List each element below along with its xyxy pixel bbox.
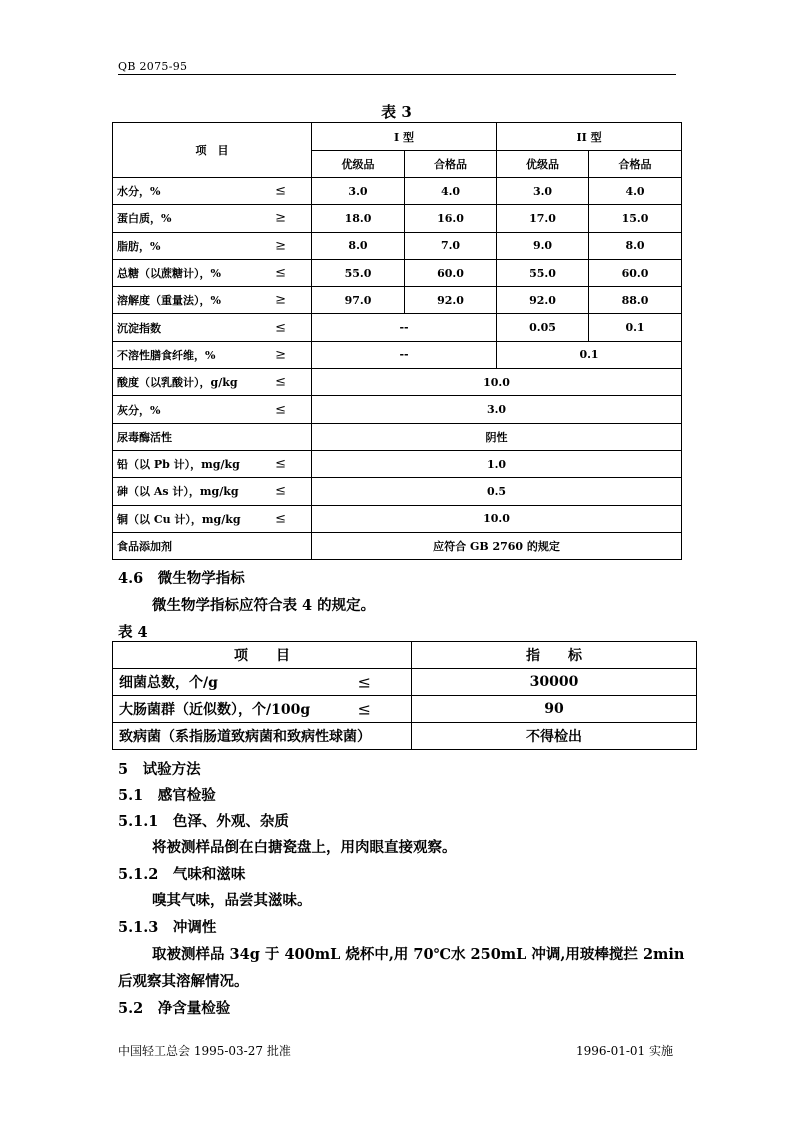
row-label: 不溶性膳食纤维，% ≥ — [113, 341, 312, 368]
section-4-6-heading: 4.6 微生物学指标 — [118, 570, 245, 587]
section-5-1-2-heading: 5.1.2 气味和滋味 — [118, 866, 246, 883]
table-cell: 4.0 — [405, 178, 497, 205]
table4 — [112, 641, 697, 750]
table-cell: 97.0 — [312, 287, 405, 314]
table-row — [113, 423, 682, 450]
table3 — [112, 122, 682, 560]
section-5-1-1-heading: 5.1.1 色泽、外观、杂质 — [118, 813, 289, 830]
table4-header-row — [113, 642, 697, 669]
table4-title: 表 4 — [118, 624, 148, 641]
grade-header: 优级品 — [312, 151, 405, 178]
row-label: 尿毒酶活性 — [113, 423, 312, 450]
section-5-1-2-text: 嗅其气味，品尝其滋味。 — [152, 892, 312, 909]
comparison-symbol: ≤ — [357, 672, 371, 692]
row-label: 食品添加剂 — [113, 532, 312, 559]
table3-title: 表 3 — [381, 103, 412, 121]
table-cell: 0.05 — [497, 314, 589, 341]
table-cell: 3.0 — [312, 178, 405, 205]
comparison-symbol: ≥ — [275, 292, 286, 308]
table-cell: 3.0 — [312, 396, 682, 423]
row-label: 沉淀指数 ≤ — [113, 314, 312, 341]
row-label: 铅（以 Pb 计），mg/kg ≤ — [113, 450, 312, 477]
comparison-symbol: ≤ — [275, 374, 286, 390]
row-label: 总糖（以蔗糖计），% ≤ — [113, 259, 312, 286]
row-label: 水分，% ≤ — [113, 178, 312, 205]
table-cell: 0.1 — [497, 341, 682, 368]
comparison-symbol: ≤ — [275, 402, 286, 418]
comparison-symbol: ≥ — [275, 238, 286, 254]
effective-date: 1996-01-01 实施 — [575, 1044, 673, 1058]
row-label: 砷（以 As 计），mg/kg ≤ — [113, 478, 312, 505]
table-cell: 应符合 GB 2760 的规定 — [312, 532, 682, 559]
table-cell: 3.0 — [497, 178, 589, 205]
table-row — [113, 178, 682, 205]
section-5-1-1-text: 将被测样品倒在白搪瓷盘上，用肉眼直接观察。 — [152, 839, 457, 856]
section-5-1-heading: 5.1 感官检验 — [118, 787, 216, 804]
table-cell: 10.0 — [312, 369, 682, 396]
table-cell: 不得检出 — [412, 723, 697, 750]
table-cell: 16.0 — [405, 205, 497, 232]
table-cell: 0.5 — [312, 478, 682, 505]
table-cell: 8.0 — [589, 232, 682, 259]
comparison-symbol: ≤ — [275, 320, 286, 336]
table-cell: 阴性 — [312, 423, 682, 450]
comparison-symbol: ≤ — [275, 265, 286, 281]
table-cell: 10.0 — [312, 505, 682, 532]
table-cell: 8.0 — [312, 232, 405, 259]
table3-header-row — [113, 123, 682, 151]
comparison-symbol: ≥ — [275, 210, 286, 226]
table3-group-type1: I 型 — [312, 123, 497, 151]
table-row — [113, 369, 682, 396]
standard-code: QB 2075-95 — [118, 60, 188, 73]
table3-item-header: 项 目 — [113, 123, 312, 178]
table-row — [113, 205, 682, 232]
header-rule — [118, 74, 676, 75]
table-cell: 9.0 — [497, 232, 589, 259]
table4-col-value: 指 标 — [412, 642, 697, 669]
table-cell: 92.0 — [405, 287, 497, 314]
table-row — [113, 396, 682, 423]
row-label: 致病菌（系指肠道致病菌和致病性球菌） — [113, 723, 412, 750]
row-label: 脂肪，% ≥ — [113, 232, 312, 259]
table-row — [113, 287, 682, 314]
table-cell: 55.0 — [312, 259, 405, 286]
row-label: 铜（以 Cu 计），mg/kg ≤ — [113, 505, 312, 532]
row-label: 蛋白质，% ≥ — [113, 205, 312, 232]
comparison-symbol: ≥ — [275, 347, 286, 363]
section-5-2-heading: 5.2 净含量检验 — [118, 1000, 231, 1017]
table-cell: 55.0 — [497, 259, 589, 286]
table-row — [113, 341, 682, 368]
row-label: 溶解度（重量法），% ≥ — [113, 287, 312, 314]
table-cell: 60.0 — [405, 259, 497, 286]
approval-note: 中国轻工总会 1995-03-27 批准 — [118, 1044, 291, 1058]
section-5-1-3-heading: 5.1.3 冲调性 — [118, 919, 217, 936]
section-5-1-3-text-line2: 后观察其溶解情况。 — [118, 973, 249, 990]
table-cell: 4.0 — [589, 178, 682, 205]
comparison-symbol: ≤ — [275, 456, 286, 472]
table-cell: 1.0 — [312, 450, 682, 477]
section-5-heading: 5 试验方法 — [118, 761, 201, 778]
comparison-symbol: ≤ — [275, 511, 286, 527]
row-label: 灰分，% ≤ — [113, 396, 312, 423]
section-5-1-3-text-line1: 取被测样品 34g 于 400mL 烧杯中,用 70℃水 250mL 冲调,用玻棒搅拦 2min — [152, 946, 685, 963]
table4-col-item: 项 目 — [113, 642, 412, 669]
table-cell: 7.0 — [405, 232, 497, 259]
grade-header: 合格品 — [589, 151, 682, 178]
table-cell: -- — [312, 314, 497, 341]
table-cell: 30000 — [412, 669, 697, 696]
row-label: 大肠菌群（近似数），个/100g ≤ — [113, 696, 412, 723]
table-cell: 90 — [412, 696, 697, 723]
table-cell: 88.0 — [589, 287, 682, 314]
section-4-6-text: 微生物学指标应符合表 4 的规定。 — [152, 597, 376, 614]
table-cell: -- — [312, 341, 497, 368]
table3-group-type2: II 型 — [497, 123, 682, 151]
table-row — [113, 532, 682, 559]
grade-header: 优级品 — [497, 151, 589, 178]
comparison-symbol: ≤ — [275, 483, 286, 499]
row-label: 酸度（以乳酸计），g/kg ≤ — [113, 369, 312, 396]
table-cell: 92.0 — [497, 287, 589, 314]
table-cell: 18.0 — [312, 205, 405, 232]
comparison-symbol: ≤ — [357, 699, 371, 719]
row-label: 细菌总数，个/g ≤ — [113, 669, 412, 696]
grade-header: 合格品 — [405, 151, 497, 178]
table-row — [113, 669, 697, 696]
table-row — [113, 505, 682, 532]
table-row — [113, 314, 682, 341]
table-cell: 15.0 — [589, 205, 682, 232]
table-row — [113, 232, 682, 259]
table-row — [113, 696, 697, 723]
table-row — [113, 723, 697, 750]
table-cell: 60.0 — [589, 259, 682, 286]
table-row — [113, 478, 682, 505]
table-row — [113, 450, 682, 477]
comparison-symbol: ≤ — [275, 183, 286, 199]
table-row — [113, 259, 682, 286]
table-cell: 0.1 — [589, 314, 682, 341]
table-cell: 17.0 — [497, 205, 589, 232]
